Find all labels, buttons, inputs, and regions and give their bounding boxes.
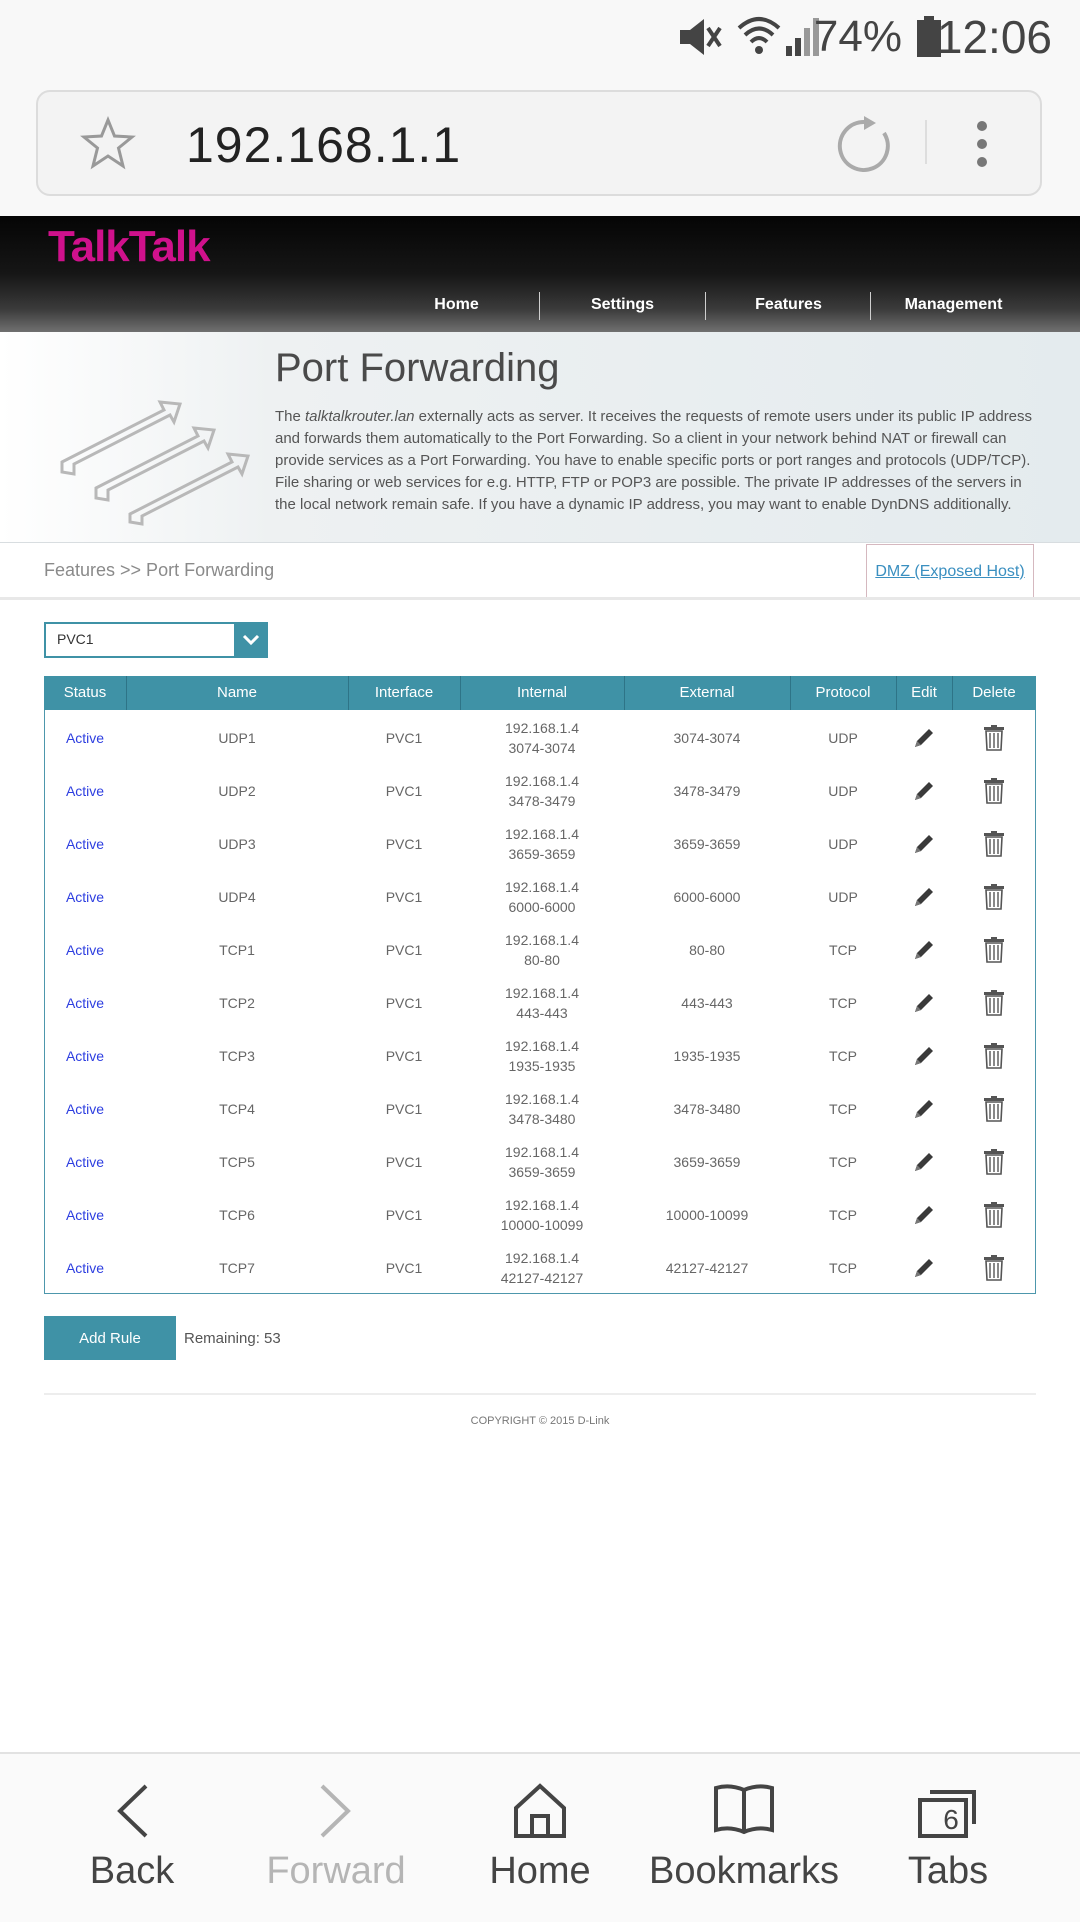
column-separator <box>126 676 127 710</box>
delete-icon[interactable] <box>983 725 1005 751</box>
rule-interface: PVC1 <box>385 1101 423 1117</box>
reload-icon[interactable] <box>834 116 894 176</box>
rule-protocol: TCP <box>829 1101 857 1117</box>
tabs-label: Tabs <box>907 1850 989 1892</box>
internal-ip: 192.168.1.4 <box>505 773 579 789</box>
description-pre: The <box>275 408 306 425</box>
column-separator <box>952 676 953 710</box>
clock: 12:06 <box>936 11 1052 63</box>
edit-icon[interactable] <box>912 1097 936 1121</box>
rule-internal <box>460 1195 624 1235</box>
status-link[interactable]: Active <box>65 889 105 905</box>
talktalk-logo: TalkTalk <box>48 222 210 271</box>
status-link[interactable]: Active <box>65 1101 105 1117</box>
pvc-select-toggle[interactable] <box>234 622 268 658</box>
rule-protocol: UDP <box>828 889 858 905</box>
rule-external: 1935-1935 <box>673 1048 741 1064</box>
url-text[interactable]: 192.168.1.1 <box>186 117 462 173</box>
internal-ip: 192.168.1.4 <box>505 1091 579 1107</box>
mute-icon <box>676 14 724 60</box>
rule-protocol: TCP <box>829 1260 857 1276</box>
rule-internal <box>460 930 624 970</box>
rule-name: TCP2 <box>219 995 255 1011</box>
rule-protocol: TCP <box>829 1048 857 1064</box>
rule-interface: PVC1 <box>385 730 423 746</box>
rule-interface: PVC1 <box>385 942 423 958</box>
edit-icon[interactable] <box>912 726 936 750</box>
rule-name: TCP4 <box>219 1101 255 1117</box>
delete-icon[interactable] <box>983 990 1005 1016</box>
edit-icon[interactable] <box>912 1203 936 1227</box>
internal-ports: 3659-3659 <box>508 1164 576 1180</box>
router-hostname: talktalkrouter.lan <box>305 408 415 425</box>
column-separator <box>348 676 349 710</box>
column-header-status: Status <box>63 684 107 701</box>
status-link[interactable]: Active <box>65 1207 105 1223</box>
chevron-right-icon <box>318 1782 354 1840</box>
internal-ip: 192.168.1.4 <box>505 720 579 736</box>
rule-external: 3659-3659 <box>673 836 741 852</box>
edit-icon[interactable] <box>912 938 936 962</box>
nav-home[interactable]: Home <box>434 296 479 313</box>
battery-percent: 74% <box>813 12 902 61</box>
divider <box>0 597 1080 600</box>
rule-protocol: UDP <box>828 730 858 746</box>
internal-ip: 192.168.1.4 <box>505 826 579 842</box>
delete-icon[interactable] <box>983 1096 1005 1122</box>
bookmarks-icon <box>712 1782 776 1836</box>
edit-icon[interactable] <box>912 1044 936 1068</box>
rule-name: UDP3 <box>218 836 256 852</box>
dmz-link[interactable]: DMZ (Exposed Host) <box>866 544 1034 600</box>
status-link[interactable]: Active <box>65 783 105 799</box>
rule-internal <box>460 1089 624 1129</box>
nav-management[interactable]: Management <box>904 296 1003 313</box>
rule-name: UDP2 <box>218 783 256 799</box>
edit-icon[interactable] <box>912 885 936 909</box>
description-post: externally acts as server. It receives the requests of remote users under its public IP address and forwards them automatically to the Port Forwarding. So a client in your network behind NAT or firewall can provide services as a Port Forwarding. You have to enable specific ports or port ranges and protocols (UDP/TCP). File sharing or web services for e.g. HTTP, FTP or POP3 are possible. The private IP addresses of the servers in the local network remain safe. If you have a dynamic IP address, you may want to enable DynDNS additionally. <box>275 408 1033 513</box>
rule-external: 42127-42127 <box>665 1260 749 1276</box>
rule-external: 3478-3480 <box>673 1101 741 1117</box>
internal-ports: 3478-3479 <box>508 793 576 809</box>
column-header-edit: Edit <box>911 684 937 701</box>
rule-protocol: TCP <box>829 1154 857 1170</box>
rule-interface: PVC1 <box>385 1207 423 1223</box>
back-label: Back <box>89 1850 175 1892</box>
column-header-internal: Internal <box>516 684 568 701</box>
internal-ip: 192.168.1.4 <box>505 1197 579 1213</box>
home-icon <box>512 1782 568 1838</box>
rule-internal <box>460 1248 624 1288</box>
edit-icon[interactable] <box>912 832 936 856</box>
internal-ports: 1935-1935 <box>508 1058 576 1074</box>
internal-ports: 42127-42127 <box>500 1270 584 1286</box>
page-description <box>275 406 1045 516</box>
internal-ports: 3478-3480 <box>508 1111 576 1127</box>
column-header-name: Name <box>216 684 257 701</box>
rule-internal <box>460 983 624 1023</box>
add-rule-button[interactable]: Add Rule <box>44 1316 176 1360</box>
remaining-count: Remaining: 53 <box>184 1330 281 1347</box>
internal-ip: 192.168.1.4 <box>505 985 579 1001</box>
rule-name: TCP6 <box>219 1207 255 1223</box>
rule-interface: PVC1 <box>385 783 423 799</box>
rule-internal <box>460 718 624 758</box>
rule-protocol: TCP <box>829 942 857 958</box>
rule-protocol: TCP <box>829 995 857 1011</box>
delete-icon[interactable] <box>983 884 1005 910</box>
internal-ip: 192.168.1.4 <box>505 1038 579 1054</box>
rule-interface: PVC1 <box>385 1048 423 1064</box>
internal-ip: 192.168.1.4 <box>505 879 579 895</box>
rule-name: TCP5 <box>219 1154 255 1170</box>
internal-ports: 6000-6000 <box>508 899 576 915</box>
status-link[interactable]: Active <box>65 1048 105 1064</box>
nav-features[interactable]: Features <box>755 296 822 313</box>
status-link[interactable]: Active <box>65 942 105 958</box>
rule-external: 3659-3659 <box>673 1154 741 1170</box>
delete-icon[interactable] <box>983 937 1005 963</box>
status-link[interactable]: Active <box>65 1260 105 1276</box>
column-header-protocol: Protocol <box>815 684 871 701</box>
breadcrumb: Features >> Port Forwarding <box>44 560 275 580</box>
rule-protocol: UDP <box>828 836 858 852</box>
edit-icon[interactable] <box>912 1256 936 1280</box>
tab-count: 6 <box>943 1804 959 1835</box>
rule-external: 3074-3074 <box>673 730 741 746</box>
copyright: COPYRIGHT © 2015 D-Link <box>470 1415 610 1427</box>
internal-ip: 192.168.1.4 <box>505 932 579 948</box>
status-bar <box>0 0 1080 76</box>
internal-ip: 192.168.1.4 <box>505 1144 579 1160</box>
delete-icon[interactable] <box>983 1149 1005 1175</box>
star-icon[interactable] <box>80 116 136 172</box>
rule-protocol: TCP <box>829 1207 857 1223</box>
wifi-icon <box>736 14 782 60</box>
pvc-select-value: PVC1 <box>57 631 94 647</box>
internal-ip: 192.168.1.4 <box>505 1250 579 1266</box>
rule-name: TCP1 <box>219 942 255 958</box>
internal-ports: 80-80 <box>524 952 560 968</box>
rule-interface: PVC1 <box>385 1154 423 1170</box>
rule-name: TCP7 <box>219 1260 255 1276</box>
rule-internal <box>460 1142 624 1182</box>
rule-name: UDP1 <box>218 730 256 746</box>
delete-icon[interactable] <box>983 831 1005 857</box>
rule-external: 3478-3479 <box>673 783 741 799</box>
internal-ports: 3074-3074 <box>508 740 576 756</box>
rule-interface: PVC1 <box>385 836 423 852</box>
column-header-external: External <box>679 684 735 701</box>
rule-external: 6000-6000 <box>673 889 741 905</box>
delete-icon[interactable] <box>983 1202 1005 1228</box>
forward-label: Forward <box>266 1850 406 1892</box>
chevron-down-icon <box>234 622 268 658</box>
rule-internal <box>460 824 624 864</box>
rule-name: TCP3 <box>219 1048 255 1064</box>
internal-ports: 443-443 <box>516 1005 568 1021</box>
rule-internal <box>460 1036 624 1076</box>
chevron-left-icon <box>114 1782 150 1840</box>
edit-icon[interactable] <box>912 991 936 1015</box>
edit-icon[interactable] <box>912 1150 936 1174</box>
column-separator <box>790 676 791 710</box>
status-link[interactable]: Active <box>65 730 105 746</box>
delete-icon[interactable] <box>983 1255 1005 1281</box>
rule-interface: PVC1 <box>385 1260 423 1276</box>
rule-external: 80-80 <box>689 942 725 958</box>
toolbar-divider <box>925 120 927 164</box>
status-link[interactable]: Active <box>65 995 105 1011</box>
rule-external: 10000-10099 <box>665 1207 749 1223</box>
rule-protocol: UDP <box>828 783 858 799</box>
rule-internal <box>460 771 624 811</box>
column-header-delete: Delete <box>972 684 1016 701</box>
more-menu-icon[interactable] <box>972 118 992 170</box>
column-separator <box>896 676 897 710</box>
delete-icon[interactable] <box>983 778 1005 804</box>
delete-icon[interactable] <box>983 1043 1005 1069</box>
status-link[interactable]: Active <box>65 1154 105 1170</box>
nav-settings[interactable]: Settings <box>590 296 655 313</box>
home-label: Home <box>489 1850 591 1892</box>
port-forwarding-arrows-icon <box>56 398 256 526</box>
rule-external: 443-443 <box>681 995 733 1011</box>
rule-name: UDP4 <box>218 889 256 905</box>
rule-internal <box>460 877 624 917</box>
rule-interface: PVC1 <box>385 889 423 905</box>
rule-interface: PVC1 <box>385 995 423 1011</box>
internal-ports: 3659-3659 <box>508 846 576 862</box>
edit-icon[interactable] <box>912 779 936 803</box>
column-separator <box>460 676 461 710</box>
divider <box>44 1393 1036 1395</box>
internal-ports: 10000-10099 <box>500 1217 584 1233</box>
column-separator <box>624 676 625 710</box>
status-link[interactable]: Active <box>65 836 105 852</box>
column-header-interface: Interface <box>374 684 434 701</box>
bookmarks-label: Bookmarks <box>648 1850 840 1892</box>
page-title: Port Forwarding <box>275 346 560 390</box>
